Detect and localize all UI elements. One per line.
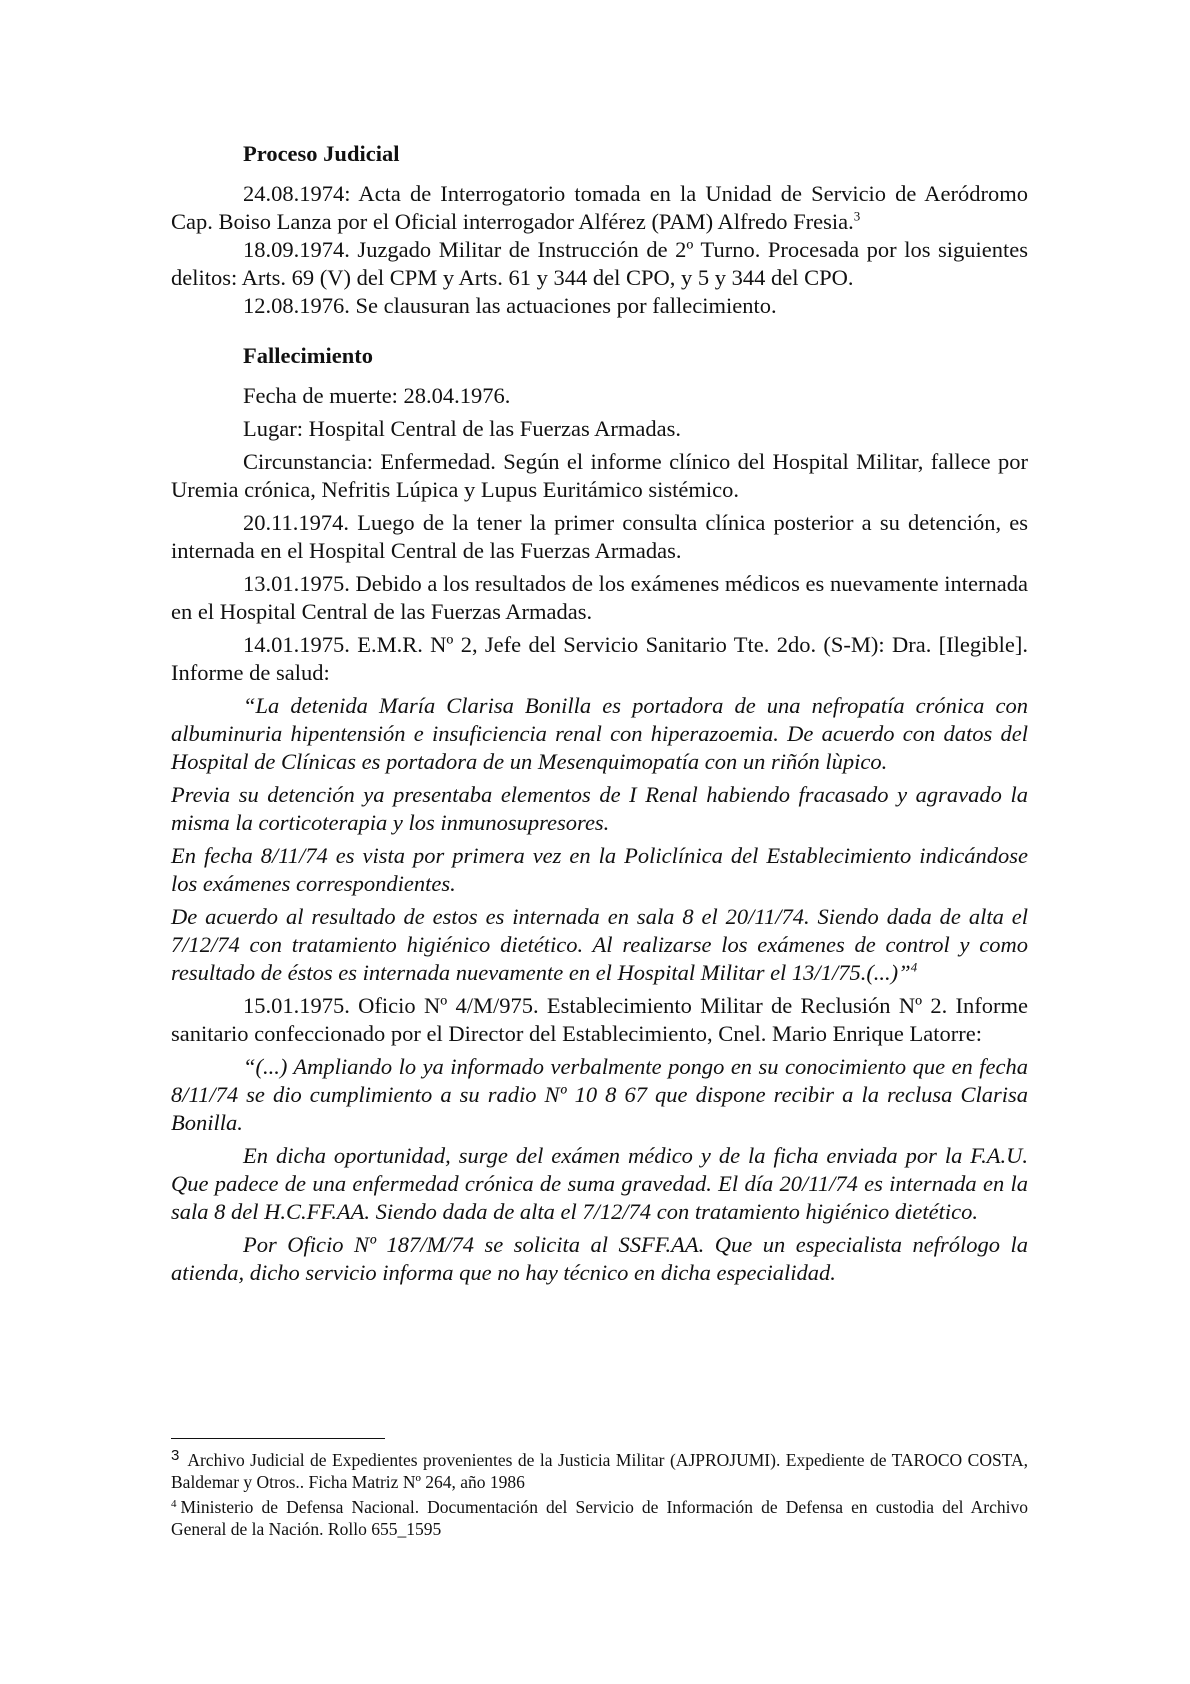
paragraph-clausura: 12.08.1976. Se clausuran las actuaciones por fallecimiento. bbox=[243, 293, 777, 318]
paragraph-primer-consulta: 20.11.1974. Luego de la tener la primer consulta clínica posterior a su detención, es internada en el Hospital Central de las Fuerzas Armadas. bbox=[171, 510, 1028, 563]
quote-policlinica: En fecha 8/11/74 es vista por primera vez en la Policlínica del Establecimiento indicándose los exámenes correspondientes. bbox=[171, 843, 1028, 896]
quote-text: De acuerdo al resultado de estos es internada en sala 8 el 20/11/74. Siendo dada de alta el 7/12/74 con tratamiento higiénico dietético. Al realizarse los exámenes de control y como resultado de éstos es internada nuevamente en el Hospital Militar el 13/1/75.(...)” bbox=[171, 904, 1028, 985]
footnote-text: Ministerio de Defensa Nacional. Documentación del Servicio de Información de Defensa en custodia del Archivo General de la Nación. Rollo 655_1595 bbox=[171, 1497, 1028, 1539]
paragraph-acta-interrogatorio bbox=[171, 180, 1028, 236]
footnote-mark: 3 bbox=[171, 1447, 180, 1464]
footnote-text: Archivo Judicial de Expedientes provenientes de la Justicia Militar (AJPROJUMI). Expediente de TAROCO COSTA, Baldemar y Otros.. Ficha Matriz Nº 264, año 1986 bbox=[171, 1450, 1028, 1492]
document-body bbox=[171, 140, 1028, 1287]
paragraph-informe-de-salud: 14.01.1975. E.M.R. Nº 2, Jefe del Servicio Sanitario Tte. 2do. (S-M): Dra. [Ilegible]. Informe de salud: bbox=[171, 632, 1028, 685]
paragraph-lugar: Lugar: Hospital Central de las Fuerzas Armadas. bbox=[243, 416, 682, 441]
paragraph-oficio-establecimiento: 15.01.1975. Oficio Nº 4/M/975. Establecimiento Militar de Reclusión Nº 2. Informe sanitario confeccionado por el Director del Establecimiento, Cnel. Mario Enrique Latorre: bbox=[171, 993, 1028, 1046]
quote-examen-medico: En dicha oportunidad, surge del exámen médico y de la ficha enviada por la F.A.U. Que padece de una enfermedad crónica de suma gravedad. El día 20/11/74 es internada en la sala 8 del H.C.FF.AA. Siendo dada de alta el 7/12/74 con tratamiento higiénico dietético. bbox=[171, 1143, 1028, 1224]
footnote-mark: 4 bbox=[171, 1498, 177, 1510]
quote-ampliando-informado: “(...) Ampliando lo ya informado verbalmente pongo en su conocimiento que en fecha 8/11/74 se dio cumplimiento a su radio Nº 10 8 67 que dispone recibir a la reclusa Clarisa Bonilla. bbox=[171, 1054, 1028, 1135]
footnote-reference-3[interactable]: 3 bbox=[853, 208, 861, 224]
section-heading-fallecimiento: Fallecimiento bbox=[243, 343, 373, 368]
paragraph-juzgado-militar: 18.09.1974. Juzgado Militar de Instrucción de 2º Turno. Procesada por los siguientes delitos: Arts. 69 (V) del CPM y Arts. 61 y 344 del CPO, y 5 y 344 del CPO. bbox=[171, 237, 1028, 290]
section-heading-proceso-judicial: Proceso Judicial bbox=[243, 141, 400, 166]
footnote-4 bbox=[171, 1493, 1028, 1540]
quote-previa-detencion: Previa su detención ya presentaba elementos de I Renal habiendo fracasado y agravado la misma la corticoterapia y los inmunosupresores. bbox=[171, 782, 1028, 835]
paragraph-nuevamente-internada: 13.01.1975. Debido a los resultados de los exámenes médicos es nuevamente internada en el Hospital Central de las Fuerzas Armadas. bbox=[171, 571, 1028, 624]
footnote-3 bbox=[171, 1445, 1028, 1493]
quote-detenida-portadora: “La detenida María Clarisa Bonilla es portadora de una nefropatía crónica con albuminuria hipentensión e insuficiencia renal con hiperazoemia. De acuerdo con datos del Hospital de Clínicas es portadora de un Mesenquimopatía con un riñón lùpico. bbox=[171, 693, 1028, 774]
paragraph-circunstancia: Circunstancia: Enfermedad. Según el informe clínico del Hospital Militar, fallece por Uremia crónica, Nefritis Lúpica y Lupus Euritámico sistémico. bbox=[171, 449, 1028, 502]
quote-oficio-especialista: Por Oficio Nº 187/M/74 se solicita al SSFF.AA. Que un especialista nefrólogo la atienda, dicho servicio informa que no hay técnico en dicha especialidad. bbox=[171, 1232, 1028, 1285]
quote-internada-sala-8 bbox=[171, 903, 1028, 987]
paragraph-text: 24.08.1974: Acta de Interrogatorio tomada en la Unidad de Servicio de Aeródromo Cap. Boiso Lanza por el Oficial interrogador Alférez (PAM) Alfredo Fresia. bbox=[171, 181, 1028, 234]
footnotes bbox=[171, 1438, 1028, 1540]
footnote-separator bbox=[171, 1438, 385, 1439]
paragraph-fecha-muerte: Fecha de muerte: 28.04.1976. bbox=[243, 383, 511, 408]
footnote-reference-4[interactable]: 4 bbox=[910, 959, 918, 975]
